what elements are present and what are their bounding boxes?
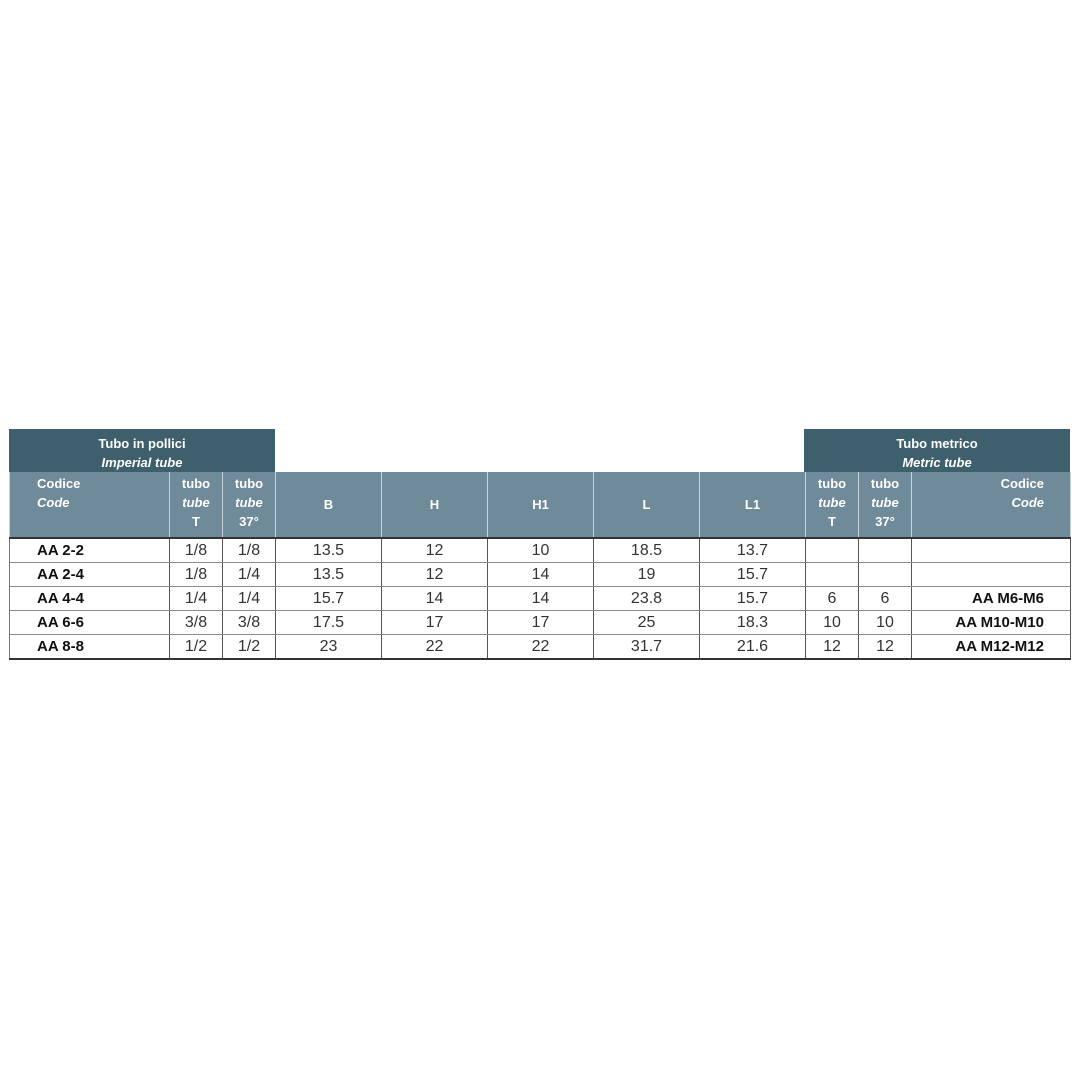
cell-metric-tube-t xyxy=(806,538,859,563)
cell-h: 14 xyxy=(382,587,488,611)
cell-b: 17.5 xyxy=(276,611,382,635)
table-row xyxy=(10,635,1071,660)
cell-b: 13.5 xyxy=(276,563,382,587)
table-row xyxy=(10,587,1071,611)
cell-b: 23 xyxy=(276,635,382,660)
header-code-right xyxy=(912,472,1071,538)
cell-tube-37: 3/8 xyxy=(223,611,276,635)
cell-code: AA 8-8 xyxy=(10,635,170,660)
cell-l1: 21.6 xyxy=(700,635,806,660)
fitting-dimensions-table xyxy=(9,472,1071,660)
header-tube-37-sym: 37° xyxy=(239,514,259,529)
cell-metric-code xyxy=(912,563,1071,587)
cell-l1: 13.7 xyxy=(700,538,806,563)
metric-group-label-en: Metric tube xyxy=(902,455,972,470)
cell-l: 18.5 xyxy=(594,538,700,563)
header-tube-t-en: tube xyxy=(182,495,210,510)
cell-l1: 15.7 xyxy=(700,563,806,587)
cell-h: 12 xyxy=(382,563,488,587)
header-h1: H1 xyxy=(488,472,594,538)
cell-metric-tube-37 xyxy=(859,538,912,563)
cell-metric-code: AA M6-M6 xyxy=(912,587,1071,611)
header-metric-tube-37 xyxy=(859,472,912,538)
header-h: H xyxy=(382,472,488,538)
header-metric-tube-37-sym: 37° xyxy=(875,514,895,529)
cell-tube-t: 1/2 xyxy=(170,635,223,660)
header-metric-tube-37-it: tubo xyxy=(870,476,900,491)
cell-code: AA 2-4 xyxy=(10,563,170,587)
header-b: B xyxy=(276,472,382,538)
cell-metric-code xyxy=(912,538,1071,563)
header-tube-t-it: tubo xyxy=(181,476,211,491)
header-tube-37 xyxy=(223,472,276,538)
cell-b: 13.5 xyxy=(276,538,382,563)
cell-tube-37: 1/4 xyxy=(223,563,276,587)
cell-metric-tube-t xyxy=(806,563,859,587)
cell-l: 23.8 xyxy=(594,587,700,611)
cell-tube-t: 1/8 xyxy=(170,563,223,587)
cell-tube-t: 1/8 xyxy=(170,538,223,563)
cell-metric-tube-t: 10 xyxy=(806,611,859,635)
cell-metric-tube-37 xyxy=(859,563,912,587)
table-row xyxy=(10,611,1071,635)
header-tube-t xyxy=(170,472,223,538)
header-code-left-it: Codice xyxy=(37,476,81,491)
header-code-right-it: Codice xyxy=(1000,476,1044,491)
cell-code: AA 4-4 xyxy=(10,587,170,611)
cell-h1: 14 xyxy=(488,587,594,611)
table-row xyxy=(10,563,1071,587)
cell-l1: 15.7 xyxy=(700,587,806,611)
cell-l: 19 xyxy=(594,563,700,587)
header-metric-tube-t xyxy=(806,472,859,538)
header-code-left xyxy=(10,472,170,538)
header-code-left-en: Code xyxy=(37,495,70,510)
cell-tube-37: 1/8 xyxy=(223,538,276,563)
header-code-right-en: Code xyxy=(1011,495,1044,510)
cell-tube-t: 3/8 xyxy=(170,611,223,635)
header-tube-37-en: tube xyxy=(235,495,263,510)
header-l1: L1 xyxy=(700,472,806,538)
metric-group-label-it: Tubo metrico xyxy=(896,436,978,451)
cell-metric-tube-t: 12 xyxy=(806,635,859,660)
cell-code: AA 6-6 xyxy=(10,611,170,635)
cell-tube-37: 1/2 xyxy=(223,635,276,660)
cell-h: 22 xyxy=(382,635,488,660)
cell-h1: 10 xyxy=(488,538,594,563)
cell-metric-tube-37: 10 xyxy=(859,611,912,635)
cell-metric-code: AA M10-M10 xyxy=(912,611,1071,635)
cell-b: 15.7 xyxy=(276,587,382,611)
header-l: L xyxy=(594,472,700,538)
cell-metric-code: AA M12-M12 xyxy=(912,635,1071,660)
header-metric-tube-t-it: tubo xyxy=(817,476,847,491)
cell-metric-tube-37: 6 xyxy=(859,587,912,611)
header-metric-tube-t-sym: T xyxy=(828,514,836,529)
cell-metric-tube-t: 6 xyxy=(806,587,859,611)
imperial-tube-group-header xyxy=(9,429,275,472)
header-tube-37-it: tubo xyxy=(234,476,264,491)
cell-h1: 14 xyxy=(488,563,594,587)
imperial-group-label-en: Imperial tube xyxy=(101,455,183,470)
cell-l: 25 xyxy=(594,611,700,635)
cell-h1: 22 xyxy=(488,635,594,660)
cell-l: 31.7 xyxy=(594,635,700,660)
imperial-group-label-it: Tubo in pollici xyxy=(98,436,186,451)
metric-tube-group-header xyxy=(804,429,1070,472)
cell-tube-t: 1/4 xyxy=(170,587,223,611)
cell-h: 17 xyxy=(382,611,488,635)
cell-h: 12 xyxy=(382,538,488,563)
cell-metric-tube-37: 12 xyxy=(859,635,912,660)
header-metric-tube-37-en: tube xyxy=(871,495,899,510)
cell-l1: 18.3 xyxy=(700,611,806,635)
table-header-row xyxy=(10,472,1071,538)
cell-tube-37: 1/4 xyxy=(223,587,276,611)
header-metric-tube-t-en: tube xyxy=(818,495,846,510)
table-row xyxy=(10,538,1071,563)
cell-h1: 17 xyxy=(488,611,594,635)
cell-code: AA 2-2 xyxy=(10,538,170,563)
header-tube-t-sym: T xyxy=(192,514,200,529)
